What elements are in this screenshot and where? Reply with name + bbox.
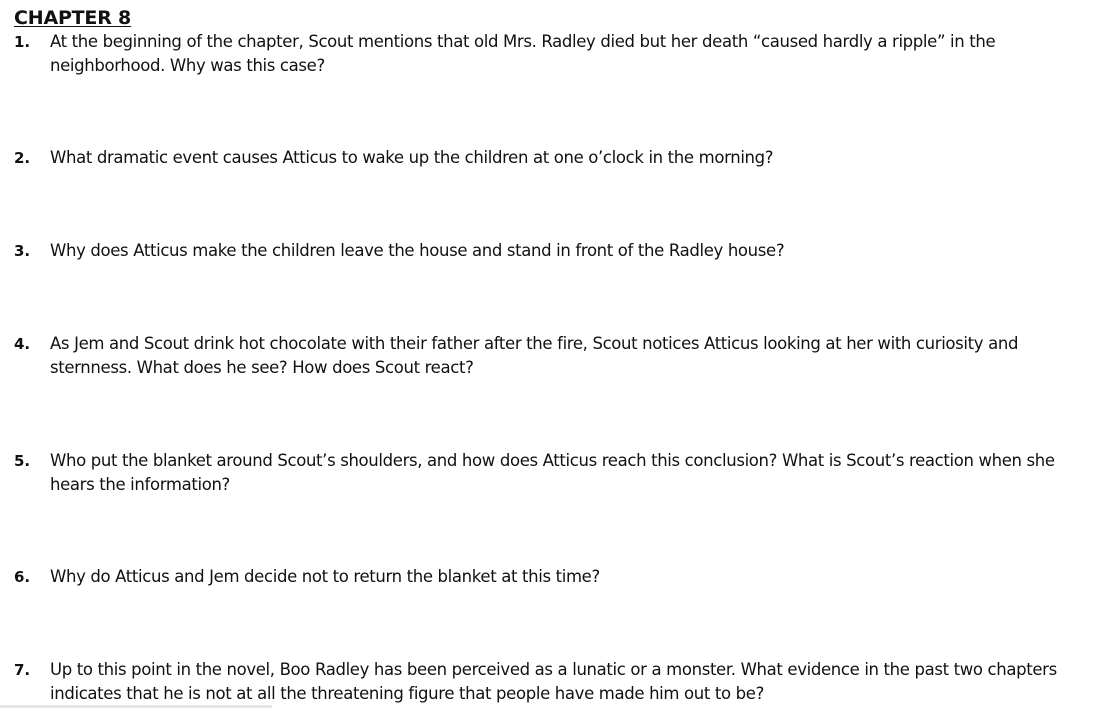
question-number: 7. (14, 661, 31, 679)
question-text: Who put the blanket around Scout’s shoulders, and how does Atticus reach this conclusion? What is Scout’s reaction when she hears the information? (50, 451, 1055, 494)
question-number: 3. (14, 242, 31, 260)
chapter-title: CHAPTER 8 (14, 7, 132, 29)
question-text: What dramatic event causes Atticus to wake up the children at one o’clock in the morning? (50, 148, 774, 167)
question-number: 6. (14, 568, 31, 586)
question-text: Why do Atticus and Jem decide not to return the blanket at this time? (50, 567, 600, 586)
question-number: 5. (14, 452, 31, 470)
question-text: Why does Atticus make the children leave the house and stand in front of the Radley house? (50, 241, 785, 260)
question-number: 2. (14, 149, 31, 167)
question-number: 1. (14, 33, 31, 51)
question-number: 4. (14, 335, 31, 353)
question-text: At the beginning of the chapter, Scout mentions that old Mrs. Radley died but her death “caused hardly a ripple” in the neighborhood. Why was this case? (50, 32, 996, 75)
question-text: Up to this point in the novel, Boo Radley has been perceived as a lunatic or a monster. What evidence in the past two chapters indicates that he is not at all the threatening figure that people have made him out to be? (50, 660, 1057, 703)
question-text: As Jem and Scout drink hot chocolate with their father after the fire, Scout notices Atticus looking at her with curiosity and sternness. What does he see? How does Scout react? (50, 334, 1019, 377)
